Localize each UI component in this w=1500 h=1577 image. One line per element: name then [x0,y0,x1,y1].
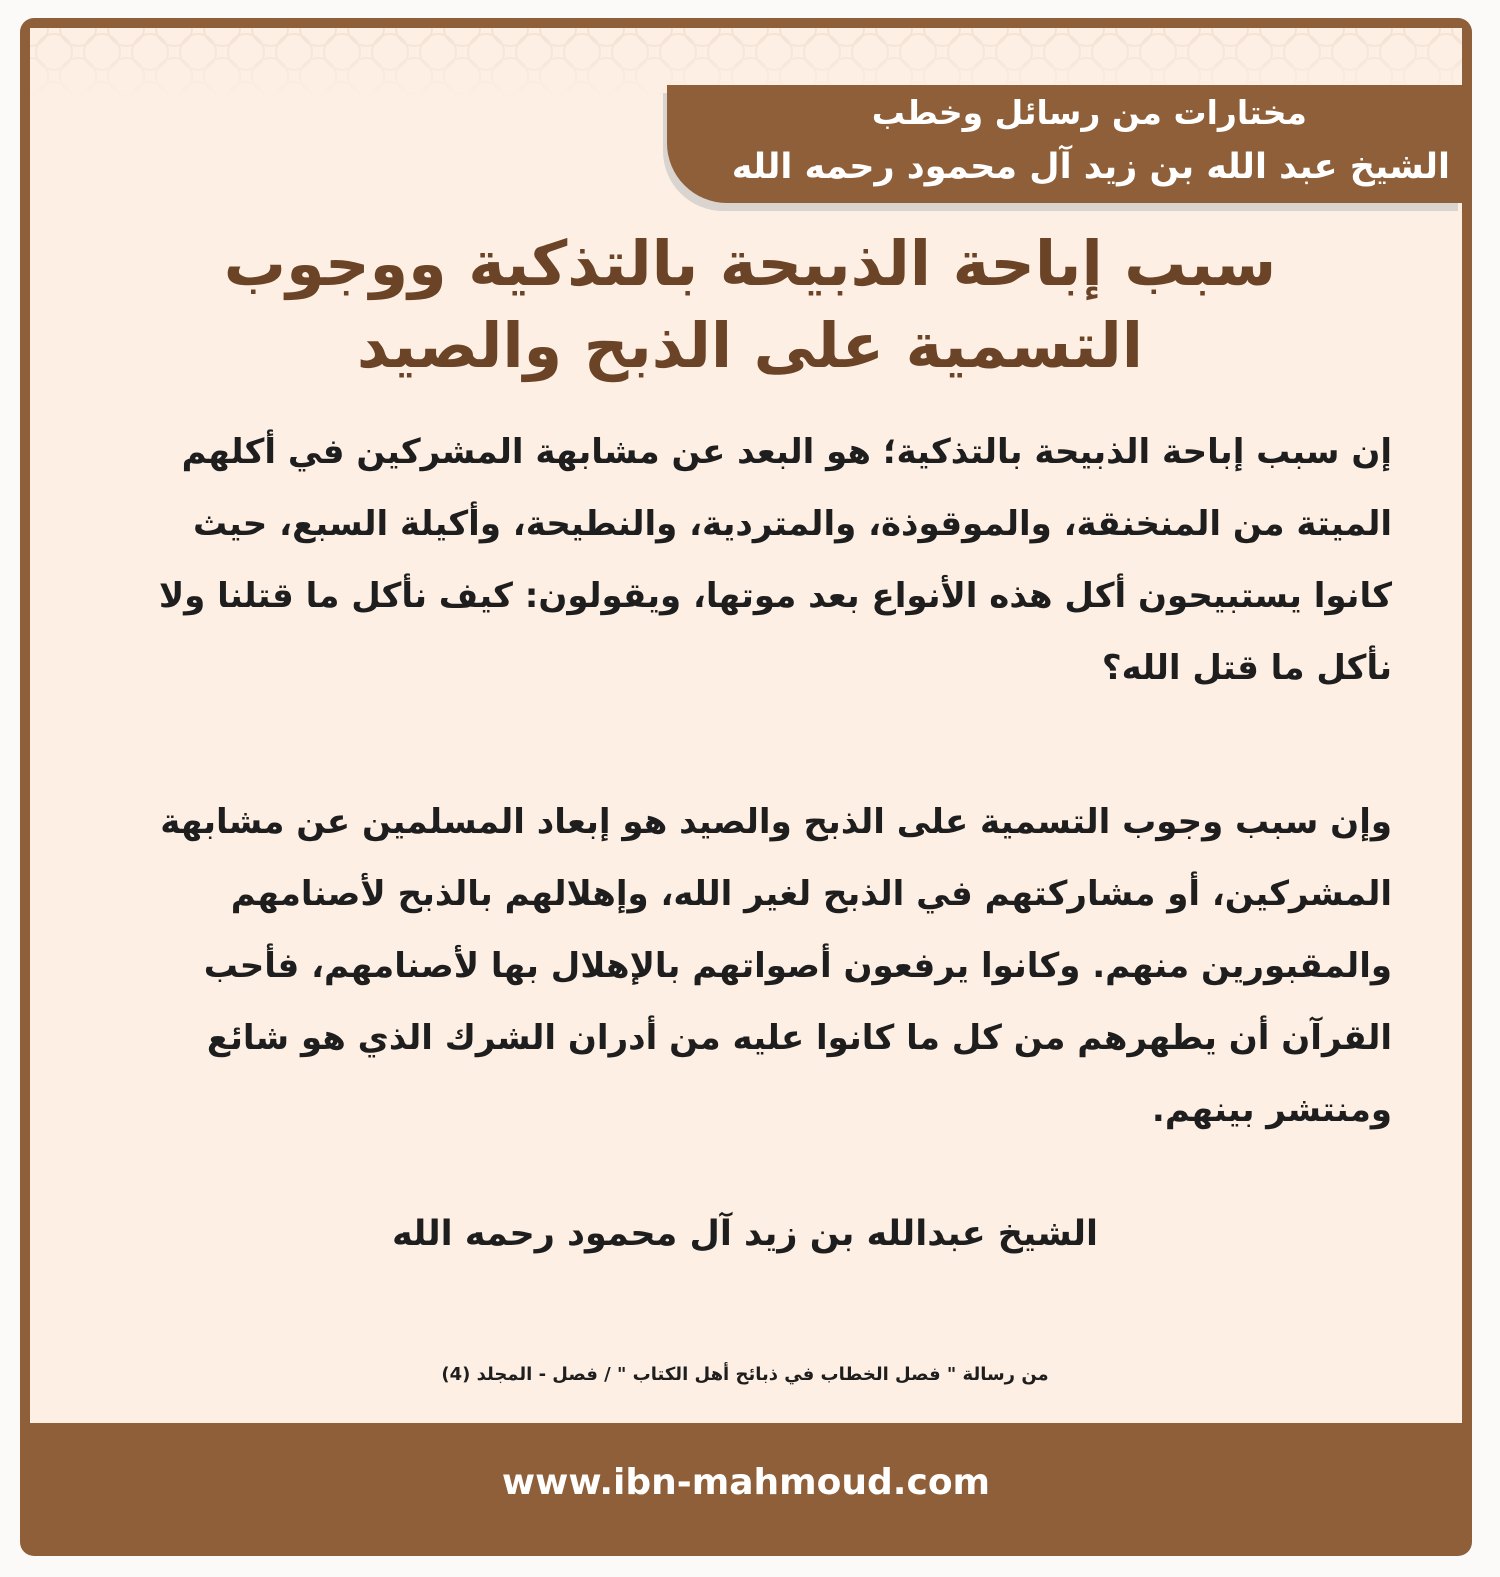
header-banner [667,85,1462,203]
page-title-line-1: سبب إباحة الذبيحة بالتذكية ووجوب [223,227,1277,300]
header-author: الشيخ عبد الله بن زيد آل محمود رحمه الله [731,147,1450,187]
footer-website-link[interactable]: www.ibn-mahmoud.com [501,1462,991,1503]
card-frame [20,18,1472,1556]
page-title-line-2: التسمية على الذبح والصيد [356,309,1144,382]
header-subtitle: مختارات من رسائل وخطب [871,93,1307,132]
content-panel [30,28,1462,1423]
signature: الشيخ عبدالله بن زيد آل محمود رحمه الله [391,1214,1099,1254]
body-paragraph-2: وإن سبب وجوب التسمية على الذبح والصيد هو إبعاد المسلمين عن مشابهة المشركين، أو مشاركتهم في الذبح لغير الله، وإهلالهم بالذبح لأصنامهم والمقبورين منهم. وكانوا يرفعون أصواتهم بالإهلال بها لأصنامهم، فأحب القرآن أن يطهرهم من كل ما كانوا عليه من أدران الشرك الذي هو شائع ومنتشر بينهم. [160,802,1392,1130]
source-citation: من رسالة " فصل الخطاب في ذبائح أهل الكتاب " / فصل - المجلد (4) [441,1364,1049,1385]
body-paragraph-1: إن سبب إباحة الذبيحة بالتذكية؛ هو البعد عن مشابهة المشركين في أكلهم الميتة من المنخنقة، والموقوذة، والمتردية، والنطيحة، وأكيلة السبع، حيث كانوا يستبيحون أكل هذه الأنواع بعد موتها، ويقولون: كيف نأكل ما قتلنا ولا نأكل ما قتل الله؟ [158,432,1392,688]
